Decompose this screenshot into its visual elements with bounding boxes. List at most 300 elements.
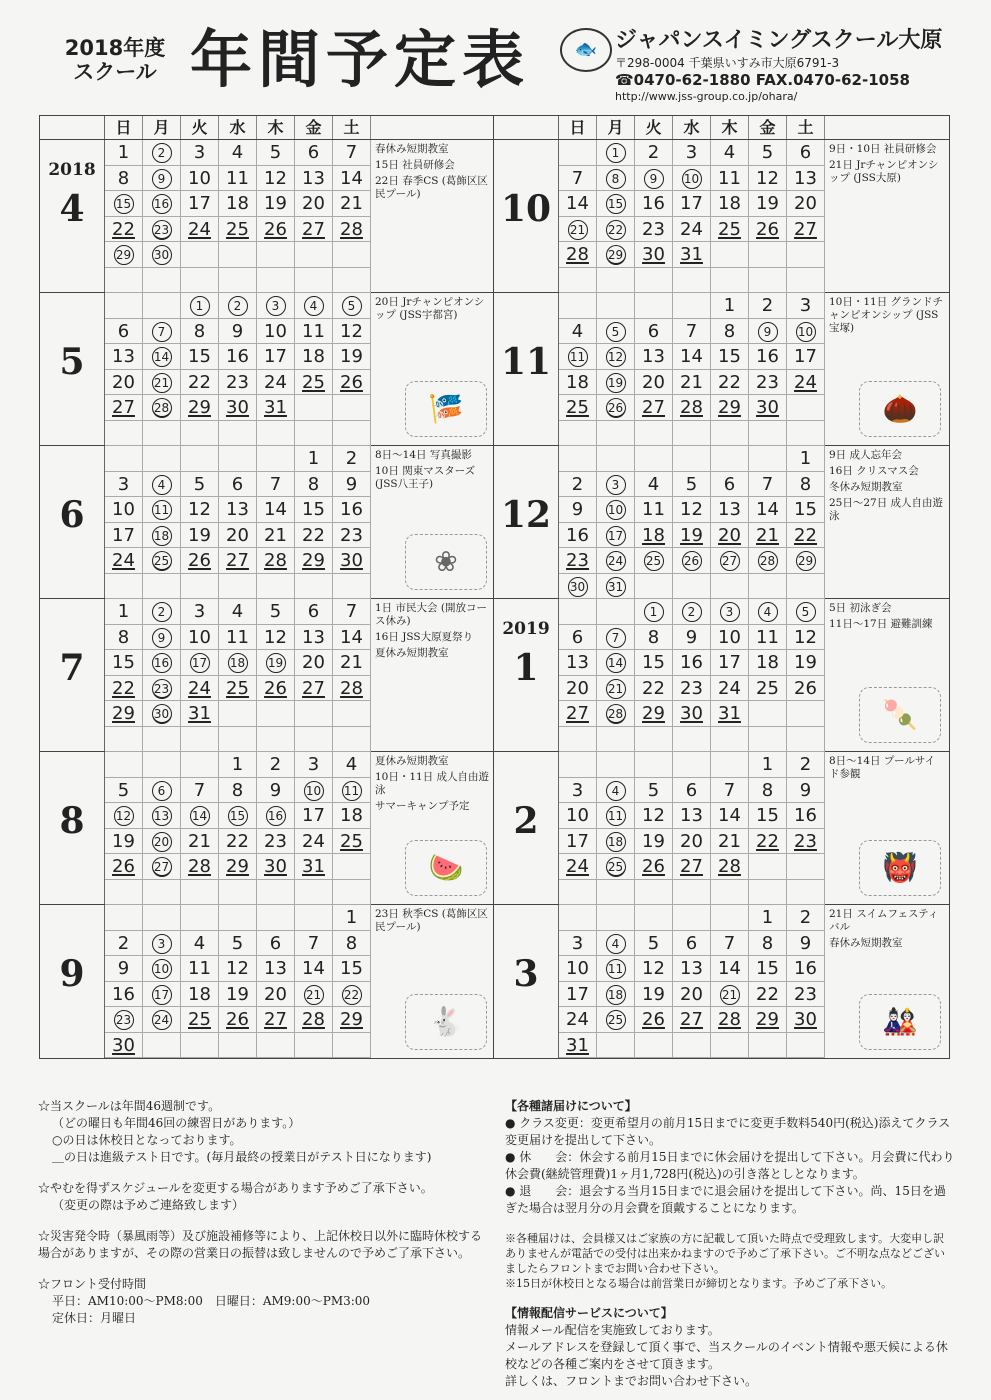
day-cell	[673, 140, 711, 166]
day-number: 5	[269, 142, 282, 163]
day-cell	[295, 956, 333, 982]
day-number: 22	[642, 677, 665, 699]
day-cell	[787, 574, 825, 600]
day-number: 21	[152, 373, 172, 393]
weekday-label: 木	[257, 116, 295, 139]
day-cell	[257, 319, 295, 345]
day-cell	[787, 625, 825, 651]
month-notes	[371, 446, 495, 598]
day-cell	[219, 395, 257, 421]
day-number: 4	[231, 601, 244, 622]
day-cell	[181, 778, 219, 804]
day-cell	[597, 395, 635, 421]
school-address: 〒298-0004 千葉県いすみ市大原6791-3	[615, 56, 840, 70]
day-number: 24	[566, 856, 589, 877]
day-number: 7	[606, 628, 626, 648]
footer-note-line: ☆フロント受付時間	[38, 1277, 147, 1291]
day-number: 31	[606, 577, 626, 597]
day-cell	[635, 217, 673, 243]
day-number: 13	[642, 346, 665, 367]
day-cell	[597, 574, 635, 600]
day-number: 27	[566, 703, 589, 724]
day-cell	[257, 599, 295, 625]
day-cell	[597, 1033, 635, 1059]
day-cell	[787, 370, 825, 396]
day-number: 13	[302, 626, 325, 648]
day-cell	[333, 727, 371, 753]
day-number: 24	[606, 551, 626, 571]
day-cell	[711, 905, 749, 931]
day-number: 6	[685, 779, 698, 801]
day-cell	[711, 421, 749, 447]
day-number: 14	[302, 958, 325, 979]
day-cell	[257, 625, 295, 651]
event-note: 16日 クリスマス会	[829, 465, 919, 477]
day-number: 25	[606, 857, 626, 877]
day-number: 4	[606, 934, 626, 954]
day-cell	[749, 370, 787, 396]
day-cell	[749, 701, 787, 727]
footer-line: ※15日が休校日となる場合は前営業日が締切となります。予めご了承下さい。	[505, 1277, 893, 1290]
school-url[interactable]: http://www.jss-group.co.jp/ohara/	[615, 90, 798, 103]
day-cell	[673, 523, 711, 549]
footer-line: ● 退 会：退会する当月15日までに退会届けを提出して下さい。尚、15日を過ぎた場合は翌月分の月会費を頂戴することになります。	[505, 1184, 946, 1215]
day-cell	[295, 268, 333, 294]
day-number: 21	[264, 524, 287, 546]
day-number: 16	[794, 805, 817, 826]
day-cell	[635, 880, 673, 906]
day-cell	[143, 956, 181, 982]
day-number: 16	[642, 193, 665, 214]
day-cell	[143, 880, 181, 906]
day-number: 13	[226, 499, 249, 520]
day-number: 26	[112, 856, 135, 877]
day-cell	[105, 319, 143, 345]
day-cell	[257, 701, 295, 727]
day-cell	[257, 803, 295, 829]
day-cell	[787, 1007, 825, 1033]
day-cell	[257, 829, 295, 855]
day-number: 31	[718, 703, 741, 724]
month-block	[494, 446, 949, 599]
day-cell	[597, 268, 635, 294]
day-number: 13	[680, 958, 703, 979]
day-cell	[749, 421, 787, 447]
day-cell	[333, 497, 371, 523]
day-cell	[787, 446, 825, 472]
day-cell	[597, 446, 635, 472]
day-number: 16	[794, 958, 817, 979]
day-number: 26	[682, 551, 702, 571]
day-cell	[143, 446, 181, 472]
day-number: 10	[264, 320, 287, 342]
day-cell	[333, 166, 371, 192]
day-number: 10	[566, 958, 589, 979]
event-note: 23日 秋季CS (葛飾区区民プール)	[375, 908, 488, 933]
day-number: 1	[117, 142, 130, 163]
day-cell	[219, 905, 257, 931]
day-number: 19	[680, 524, 703, 546]
day-cell	[711, 880, 749, 906]
day-cell	[597, 599, 635, 625]
month-notes	[825, 905, 949, 1058]
day-cell	[673, 880, 711, 906]
day-cell	[711, 472, 749, 498]
day-cell	[219, 625, 257, 651]
day-cell	[635, 982, 673, 1008]
month-block	[40, 599, 495, 752]
day-cell	[635, 676, 673, 702]
day-number: 23	[226, 371, 249, 393]
day-cell	[749, 905, 787, 931]
footer-notes-right	[505, 1098, 955, 1390]
day-number: 23	[680, 677, 703, 699]
day-cell	[333, 268, 371, 294]
weekday-label: 金	[295, 116, 333, 139]
day-cell	[181, 829, 219, 855]
day-number: 27	[720, 551, 740, 571]
day-number: 13	[264, 958, 287, 979]
day-cell	[257, 650, 295, 676]
notices-title: 【各種諸届けについて】	[505, 1099, 637, 1113]
day-cell	[257, 1033, 295, 1059]
day-cell	[597, 854, 635, 880]
day-cell	[559, 523, 597, 549]
day-cell	[559, 242, 597, 268]
day-cell	[143, 625, 181, 651]
day-number: 15	[606, 194, 626, 214]
day-cell	[295, 166, 333, 192]
day-number: 3	[307, 754, 320, 775]
day-cell	[333, 803, 371, 829]
day-number: 5	[606, 322, 626, 342]
day-number: 28	[606, 704, 626, 724]
day-cell	[597, 829, 635, 855]
day-cell	[219, 650, 257, 676]
day-cell	[749, 242, 787, 268]
event-note: 9日・10日 社員研修会	[829, 143, 937, 155]
day-number: 2	[647, 142, 660, 163]
day-cell	[257, 395, 295, 421]
day-cell	[749, 625, 787, 651]
day-cell	[749, 140, 787, 166]
day-number: 11	[152, 500, 172, 520]
day-number: 29	[114, 245, 134, 265]
footer-note-block	[38, 1180, 493, 1214]
day-cell	[143, 905, 181, 931]
day-number: 31	[680, 244, 703, 265]
day-cell	[749, 344, 787, 370]
day-number: 7	[723, 779, 736, 801]
day-number: 11	[342, 781, 362, 801]
day-cell	[559, 829, 597, 855]
day-cell	[143, 344, 181, 370]
day-number: 2	[117, 932, 130, 954]
day-cell	[333, 650, 371, 676]
day-cell	[181, 880, 219, 906]
day-cell	[787, 650, 825, 676]
day-cell	[635, 395, 673, 421]
month-block	[494, 752, 949, 905]
day-cell	[181, 421, 219, 447]
day-number: 18	[642, 524, 665, 546]
day-cell	[749, 548, 787, 574]
footer-line: ● クラス変更：変更希望月の前月15日までに変更手数料540円(税込)添えてクラス変更届けを提出して下さい。	[505, 1116, 951, 1147]
day-number: 21	[756, 524, 779, 546]
day-cell	[295, 676, 333, 702]
day-cell	[143, 497, 181, 523]
day-cell	[295, 446, 333, 472]
day-number: 13	[112, 346, 135, 367]
day-cell	[295, 599, 333, 625]
month-number: 7	[59, 647, 85, 689]
day-number: 25	[226, 218, 249, 240]
day-cell	[181, 701, 219, 727]
day-cell	[559, 472, 597, 498]
day-number: 5	[685, 473, 698, 495]
day-number: 5	[117, 779, 130, 801]
event-note: 春休み短期教室	[375, 143, 449, 155]
oni-icon: 👹	[859, 840, 941, 896]
day-cell	[105, 395, 143, 421]
day-number: 6	[117, 320, 130, 342]
day-cell	[597, 625, 635, 651]
day-number: 21	[188, 830, 211, 852]
day-number: 19	[188, 524, 211, 546]
day-number: 17	[566, 830, 589, 852]
day-cell	[673, 752, 711, 778]
footer-note-block	[38, 1098, 493, 1166]
day-cell	[749, 650, 787, 676]
day-cell	[673, 829, 711, 855]
day-cell	[597, 752, 635, 778]
day-cell	[559, 752, 597, 778]
day-number: 18	[566, 371, 589, 393]
day-number: 13	[680, 805, 703, 826]
day-number: 8	[345, 932, 358, 954]
day-cell	[333, 599, 371, 625]
day-cell	[673, 931, 711, 957]
footer-note-line: （どの曜日も年間46回の練習日があります。）	[52, 1116, 301, 1130]
weekday-header	[40, 116, 495, 140]
day-cell	[597, 676, 635, 702]
day-cell	[219, 548, 257, 574]
day-number: 25	[756, 677, 779, 699]
day-cell	[711, 956, 749, 982]
month-number: 10	[500, 188, 552, 230]
day-number: 1	[307, 448, 320, 469]
day-cell	[597, 140, 635, 166]
day-cell	[105, 574, 143, 600]
day-cell	[333, 140, 371, 166]
day-number: 8	[117, 626, 130, 648]
day-cell	[219, 752, 257, 778]
day-cell	[219, 931, 257, 957]
day-cell	[787, 268, 825, 294]
month-day-grid	[105, 446, 371, 598]
day-cell	[105, 293, 143, 319]
day-cell	[597, 1007, 635, 1033]
day-cell	[597, 523, 635, 549]
day-number: 4	[231, 142, 244, 163]
day-cell	[711, 446, 749, 472]
day-cell	[635, 191, 673, 217]
day-number: 12	[606, 347, 626, 367]
day-number: 7	[307, 932, 320, 954]
month-number: 11	[500, 341, 552, 383]
day-number: 9	[571, 499, 584, 520]
day-number: 16	[112, 983, 135, 1005]
day-number: 24	[794, 371, 817, 393]
day-number: 23	[264, 830, 287, 852]
day-cell	[673, 956, 711, 982]
day-cell	[635, 1033, 673, 1059]
day-number: 14	[340, 167, 363, 189]
day-cell	[787, 242, 825, 268]
day-cell	[333, 880, 371, 906]
month-number: 4	[59, 188, 85, 230]
day-number: 6	[152, 781, 172, 801]
day-cell	[711, 650, 749, 676]
day-number: 6	[647, 320, 660, 342]
day-number: 22	[188, 371, 211, 393]
day-cell	[711, 319, 749, 345]
day-number: 9	[269, 779, 282, 801]
day-number: 11	[642, 499, 665, 520]
day-cell	[711, 166, 749, 192]
day-cell	[597, 650, 635, 676]
year-number: 2019	[502, 619, 550, 639]
month-notes	[371, 140, 495, 292]
day-number: 6	[723, 473, 736, 495]
month-label	[494, 446, 559, 598]
month-day-grid	[105, 752, 371, 904]
day-number: 18	[188, 983, 211, 1005]
day-number: 18	[302, 346, 325, 367]
day-cell	[749, 778, 787, 804]
day-cell	[711, 982, 749, 1008]
month-label	[40, 752, 105, 904]
day-number: 3	[193, 142, 206, 163]
day-number: 27	[680, 856, 703, 877]
day-number: 9	[345, 473, 358, 495]
day-cell	[635, 701, 673, 727]
day-number: 12	[226, 958, 249, 979]
event-note: 8日～14日 写真撮影	[375, 449, 472, 461]
day-number: 9	[758, 322, 778, 342]
day-cell	[787, 599, 825, 625]
day-number: 10	[606, 500, 626, 520]
day-cell	[257, 293, 295, 319]
day-cell	[787, 982, 825, 1008]
month-label	[40, 293, 105, 445]
day-cell	[597, 370, 635, 396]
day-number: 22	[302, 524, 325, 546]
day-number: 20	[226, 524, 249, 546]
day-cell	[559, 497, 597, 523]
day-cell	[787, 727, 825, 753]
day-number: 14	[606, 653, 626, 673]
day-number: 29	[340, 1009, 363, 1030]
day-cell	[597, 701, 635, 727]
day-cell	[635, 472, 673, 498]
day-number: 2	[152, 602, 172, 622]
day-number: 30	[226, 397, 249, 418]
day-cell	[787, 548, 825, 574]
watermelon-icon: 🍉	[405, 840, 487, 896]
day-cell	[257, 905, 295, 931]
day-cell	[181, 268, 219, 294]
day-cell	[333, 854, 371, 880]
footer-note-block	[38, 1276, 493, 1327]
day-number: 15	[112, 652, 135, 673]
day-cell	[105, 625, 143, 651]
day-number: 26	[642, 856, 665, 877]
day-cell	[105, 778, 143, 804]
month-number: 8	[59, 800, 85, 842]
day-number: 4	[647, 473, 660, 495]
day-cell	[635, 242, 673, 268]
day-number: 15	[188, 346, 211, 367]
day-number: 31	[188, 703, 211, 724]
page-title: 年間予定表	[190, 23, 531, 96]
day-number: 11	[226, 167, 249, 189]
day-number: 28	[758, 551, 778, 571]
month-day-grid	[559, 446, 825, 598]
day-number: 4	[606, 781, 626, 801]
calendar-right	[493, 115, 950, 1059]
day-cell	[219, 701, 257, 727]
day-cell	[181, 574, 219, 600]
day-cell	[559, 268, 597, 294]
day-cell	[635, 319, 673, 345]
weekday-label: 火	[635, 116, 673, 139]
event-note: 16日 JSS大原夏祭り	[375, 631, 474, 643]
day-cell	[219, 1007, 257, 1033]
day-cell	[749, 523, 787, 549]
day-cell	[219, 574, 257, 600]
day-number: 2	[799, 754, 812, 775]
day-number: 3	[571, 779, 584, 801]
day-number: 4	[571, 320, 584, 342]
month-notes	[371, 599, 495, 751]
day-cell	[787, 217, 825, 243]
day-cell	[635, 446, 673, 472]
day-number: 22	[606, 220, 626, 240]
day-number: 28	[264, 550, 287, 571]
day-number: 31	[264, 397, 287, 418]
day-cell	[711, 191, 749, 217]
day-cell	[333, 370, 371, 396]
day-cell	[295, 778, 333, 804]
day-number: 6	[571, 626, 584, 648]
day-cell	[787, 344, 825, 370]
day-cell	[181, 854, 219, 880]
day-cell	[597, 344, 635, 370]
day-cell	[749, 472, 787, 498]
day-number: 13	[152, 806, 172, 826]
day-cell	[559, 982, 597, 1008]
day-cell	[635, 752, 673, 778]
day-cell	[333, 472, 371, 498]
day-number: 22	[756, 830, 779, 852]
day-number: 22	[756, 983, 779, 1005]
day-number: 31	[302, 856, 325, 877]
day-cell	[749, 599, 787, 625]
day-number: 26	[606, 398, 626, 418]
day-cell	[787, 523, 825, 549]
day-number: 28	[718, 1009, 741, 1030]
